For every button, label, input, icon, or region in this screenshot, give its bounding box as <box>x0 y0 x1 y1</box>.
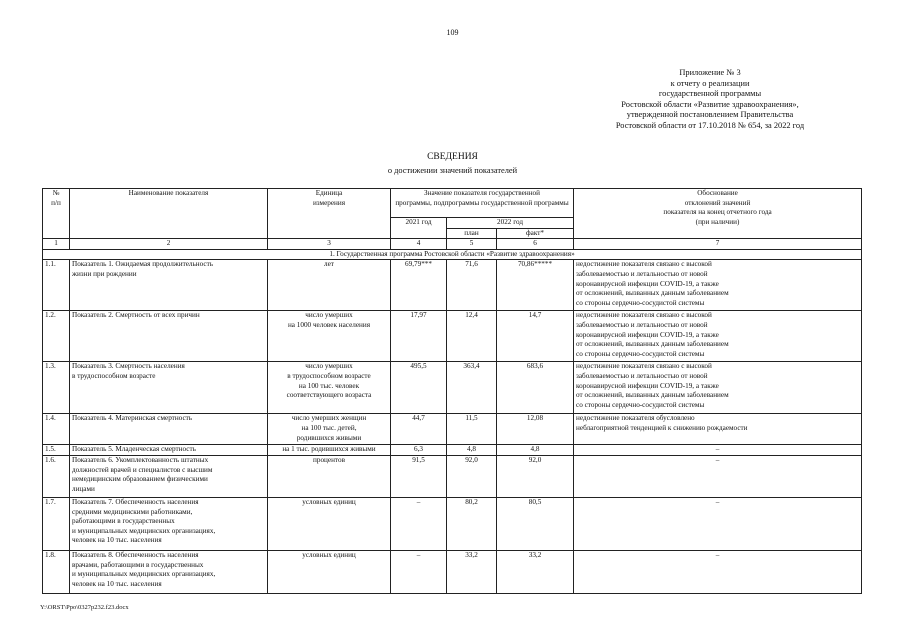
row-value-fact: 683,6 <box>497 362 574 414</box>
row-justification: недостижение показателя обусловлено неблагоприятной тенденцией к снижению рождаемости <box>574 414 862 445</box>
row-value-fact: 14,7 <box>497 311 574 362</box>
table-row <box>43 260 862 311</box>
row-unit: условных единиц <box>268 497 391 550</box>
header-year-2021: 2021 год <box>391 218 447 239</box>
row-num: 1.1. <box>43 260 70 311</box>
row-num: 1.4. <box>43 414 70 445</box>
row-value-2021: 69,79*** <box>391 260 447 311</box>
table-row <box>43 362 862 414</box>
header-unit: Единица измерения <box>268 189 391 239</box>
indicators-table <box>42 188 862 594</box>
row-justification: недостижение показателя связано с высокой заболеваемостью и летальностью от новой коронавирусной инфекции COVID-19, а также от осложнений, вызванных данным заболеванием со стороны сердечно-сосудистой системы <box>574 260 862 311</box>
header-justification: Обоснование отклонений значений показателя на конец отчетного года (при наличии) <box>574 189 862 239</box>
row-value-2021: 495,5 <box>391 362 447 414</box>
header-fact: факт* <box>497 228 574 239</box>
row-value-2021: 17,97 <box>391 311 447 362</box>
document-title: СВЕДЕНИЯ <box>427 152 478 162</box>
row-value-fact: 92,0 <box>497 455 574 497</box>
appendix-header <box>560 68 860 132</box>
row-indicator-name: Показатель 5. Младенческая смертность <box>70 445 268 456</box>
row-justification: – <box>574 445 862 456</box>
row-value-plan: 33,2 <box>447 550 497 593</box>
header-name: Наименование показателя <box>70 189 268 239</box>
row-unit: число умерших на 1000 человек населения <box>268 311 391 362</box>
appendix-line: утвержденной постановлением Правительства <box>626 110 794 120</box>
row-num: 1.6. <box>43 455 70 497</box>
row-indicator-name: Показатель 2. Смертность от всех причин <box>70 311 268 362</box>
column-number: 6 <box>497 239 574 250</box>
header-year-2022: 2022 год <box>447 218 574 229</box>
row-justification: недостижение показателя связано с высокой заболеваемостью и летальностью от новой коронавирусной инфекции COVID-19, а также от осложнений, вызванных данным заболеванием со стороны сердечно-сосудистой системы <box>574 311 862 362</box>
row-justification: – <box>574 455 862 497</box>
section-title: 1. Государственная программа Ростовской области «Развитие здравоохранения» <box>43 249 862 260</box>
table-row <box>43 550 862 593</box>
row-value-2021: – <box>391 497 447 550</box>
row-value-2021: – <box>391 550 447 593</box>
row-indicator-name: Показатель 6. Укомплектованность штатных должностей врачей и специалистов с высшим немедицинским образованием физическими лицами <box>70 455 268 497</box>
row-value-fact: 4,8 <box>497 445 574 456</box>
row-indicator-name: Показатель 7. Обеспеченность населения средними медицинскими работниками, работающими в государственных и муниципальных медицинских организациях, человек на 10 тыс. населения <box>70 497 268 550</box>
footer-file-path: Y:\ORST\Ppo\0327p232.f23.docx <box>40 604 129 611</box>
row-num: 1.2. <box>43 311 70 362</box>
row-unit: процентов <box>268 455 391 497</box>
row-num: 1.8. <box>43 550 70 593</box>
table-row <box>43 497 862 550</box>
header-num: № п/п <box>43 189 70 239</box>
row-value-plan: 12,4 <box>447 311 497 362</box>
row-unit: число умерших женщин на 100 тыс. детей, родившихся живыми <box>268 414 391 445</box>
table-row <box>43 455 862 497</box>
column-numbers-row <box>43 239 862 250</box>
table-row <box>43 311 862 362</box>
table-body <box>43 249 862 593</box>
row-value-plan: 80,2 <box>447 497 497 550</box>
header-value-group: Значение показателя государственной программы, подпрограммы государственной программы <box>391 189 574 218</box>
appendix-line: к отчету о реализации <box>670 78 750 88</box>
column-number: 2 <box>70 239 268 250</box>
appendix-line: государственной программы <box>658 89 762 99</box>
column-number: 3 <box>268 239 391 250</box>
row-num: 1.3. <box>43 362 70 414</box>
row-unit: число умерших в трудоспособном возрасте на 100 тыс. человек соответствующего возраста <box>268 362 391 414</box>
row-value-fact: 12,08 <box>497 414 574 445</box>
row-justification: недостижение показателя связано с высокой заболеваемостью и летальностью от новой коронавирусной инфекции COVID-19, а также от осложнений, вызванных данным заболеванием со стороны сердечно-сосудистой системы <box>574 362 862 414</box>
row-num: 1.5. <box>43 445 70 456</box>
row-value-2021: 6,3 <box>391 445 447 456</box>
row-value-fact: 33,2 <box>497 550 574 593</box>
row-value-fact: 80,5 <box>497 497 574 550</box>
appendix-line: Ростовской области «Развитие здравоохранения», <box>621 99 799 109</box>
table-header <box>43 189 862 250</box>
row-unit: на 1 тыс. родившихся живыми <box>268 445 391 456</box>
row-num: 1.7. <box>43 497 70 550</box>
header-plan: план <box>447 228 497 239</box>
column-number: 5 <box>447 239 497 250</box>
column-number: 1 <box>43 239 70 250</box>
row-value-plan: 71,6 <box>447 260 497 311</box>
section-row <box>43 249 862 260</box>
column-number: 7 <box>574 239 862 250</box>
row-value-plan: 4,8 <box>447 445 497 456</box>
row-value-2021: 91,5 <box>391 455 447 497</box>
row-unit: лет <box>268 260 391 311</box>
page-number: 109 <box>446 28 459 37</box>
row-justification: – <box>574 550 862 593</box>
row-indicator-name: Показатель 8. Обеспеченность населения врачами, работающими в государственных и муниципальных медицинских организациях, человек на 10 тыс. населения <box>70 550 268 593</box>
row-value-2021: 44,7 <box>391 414 447 445</box>
row-indicator-name: Показатель 3. Смертность населения в трудоспособном возрасте <box>70 362 268 414</box>
appendix-line: Приложение № 3 <box>679 68 741 77</box>
column-number: 4 <box>391 239 447 250</box>
row-indicator-name: Показатель 4. Материнская смертность <box>70 414 268 445</box>
row-value-plan: 92,0 <box>447 455 497 497</box>
appendix-line: Ростовской области от 17.10.2018 № 654, за 2022 год <box>615 120 805 130</box>
row-unit: условных единиц <box>268 550 391 593</box>
row-value-fact: 70,86***** <box>497 260 574 311</box>
document-subtitle: о достижении значений показателей <box>387 166 518 175</box>
table-row <box>43 445 862 456</box>
row-value-plan: 363,4 <box>447 362 497 414</box>
row-indicator-name: Показатель 1. Ожидаемая продолжительность жизни при рождении <box>70 260 268 311</box>
table-row <box>43 414 862 445</box>
row-justification: – <box>574 497 862 550</box>
row-value-plan: 11,5 <box>447 414 497 445</box>
